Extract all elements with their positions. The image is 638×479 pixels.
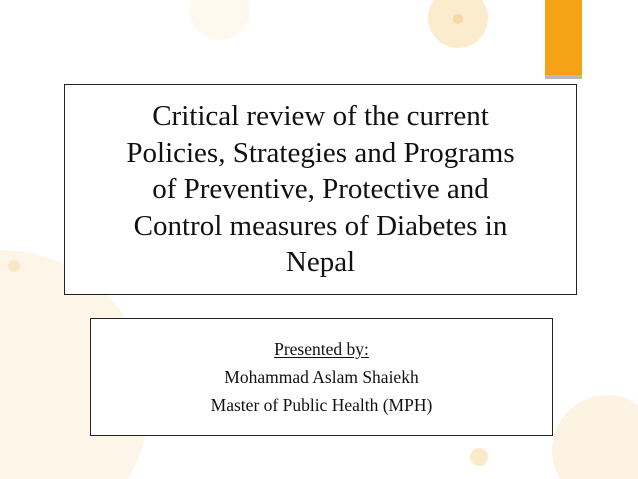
title-line: Policies, Strategies and Programs [126,136,515,169]
decorative-dot [470,448,488,466]
presenter-name: Mohammad Aslam Shaiekh [224,367,419,387]
title-line: Critical review of the current [152,100,489,133]
accent-bar-shadow [545,75,582,79]
title-box [64,84,577,295]
slide-title [126,98,514,281]
decorative-circle [552,395,638,479]
decorative-circle [428,0,488,48]
decorative-dot [8,260,20,272]
accent-bar [545,0,582,75]
decorative-circle [190,0,250,40]
title-line: Nepal [285,246,356,279]
presenter-box [90,318,553,436]
title-line: Control measures of Diabetes in [133,209,508,242]
presented-by-label: Presented by: [274,339,369,359]
decorative-dot [453,14,463,24]
presenter-degree: Master of Public Health (MPH) [210,395,433,415]
title-line: of Preventive, Protective and [152,173,489,206]
